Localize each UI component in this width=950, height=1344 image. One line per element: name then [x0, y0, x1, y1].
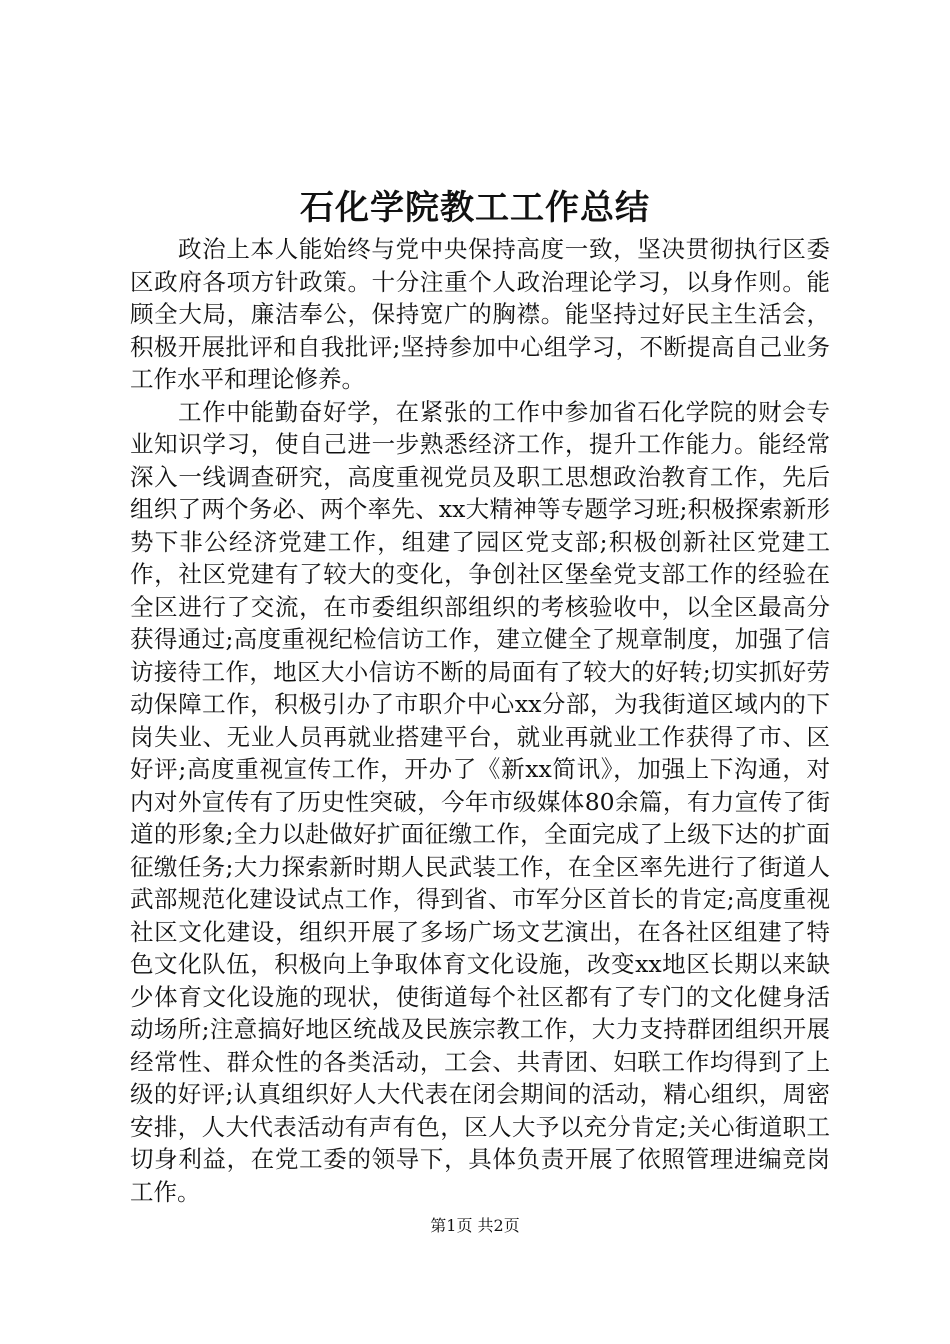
page-number-footer: 第1页 共2页: [430, 1216, 520, 1235]
paragraph-political: 政治上本人能始终与党中央保持高度一致，坚决贯彻执行区委区政府各项方针政策。十分注重个人政治理论学习，以身作则。能顾全大局，廉洁奉公，保持宽广的胸襟。能坚持过好民主生活会，积极开展批评和自我批评;坚持参加中心组学习，不断提高自己业务工作水平和理论修养。: [130, 235, 830, 393]
document-title: 石化学院教工工作总结: [300, 188, 650, 228]
paragraph-work: 工作中能勤奋好学，在紧张的工作中参加省石化学院的财会专业知识学习，使自己进一步熟悉经济工作，提升工作能力。能经常深入一线调查研究，高度重视党员及职工思想政治教育工作，先后组织了两个务必、两个率先、xx大精神等专题学习班;积极探索新形势下非公经济党建工作，组建了园区党支部;积极创新社区党建工作，社区党建有了较大的变化，争创社区堡垒党支部工作的经验在全区进行了交流，在市委组织部组织的考核验收中，以全区最高分获得通过;高度重视纪检信访工作，建立健全了规章制度，加强了信访接待工作，地区大小信访不断的局面有了较大的好转;切实抓好劳动保障工作，积极引办了市职介中心xx分部，为我街道区域内的下岗失业、无业人员再就业搭建平台，就业再就业工作获得了市、区好评;高度重视宣传工作，开办了《新xx简讯》，加强上下沟通，对内对外宣传有了历史性突破，今年市级媒体80余篇，有力宣传了街道的形象;全力以赴做好扩面征缴工作，全面完成了上级下达的扩面征缴任务;大力探索新时期人民武装工作，在全区率先进行了街道人武部规范化建设试点工作，得到省、市军分区首长的肯定;高度重视社区文化建设，组织开展了多场广场文艺演出，在各社区组建了特色文化队伍，积极向上争取体育文化设施，改变xx地区长期以来缺少体育文化设施的现状，使街道每个社区都有了专门的文化健身活动场所;注意搞好地区统战及民族宗教工作，大力支持群团组织开展经常性、群众性的各类活动，工会、共青团、妇联工作均得到了上级的好评;认真组织好人大代表在闭会期间的活动，精心组织，周密安排，人大代表活动有声有色，区人大予以充分肯定;关心街道职工切身利益，在党工委的领导下，具体负责开展了依照管理进编竞岗工作。: [130, 397, 830, 1206]
document-body: [130, 233, 830, 1208]
